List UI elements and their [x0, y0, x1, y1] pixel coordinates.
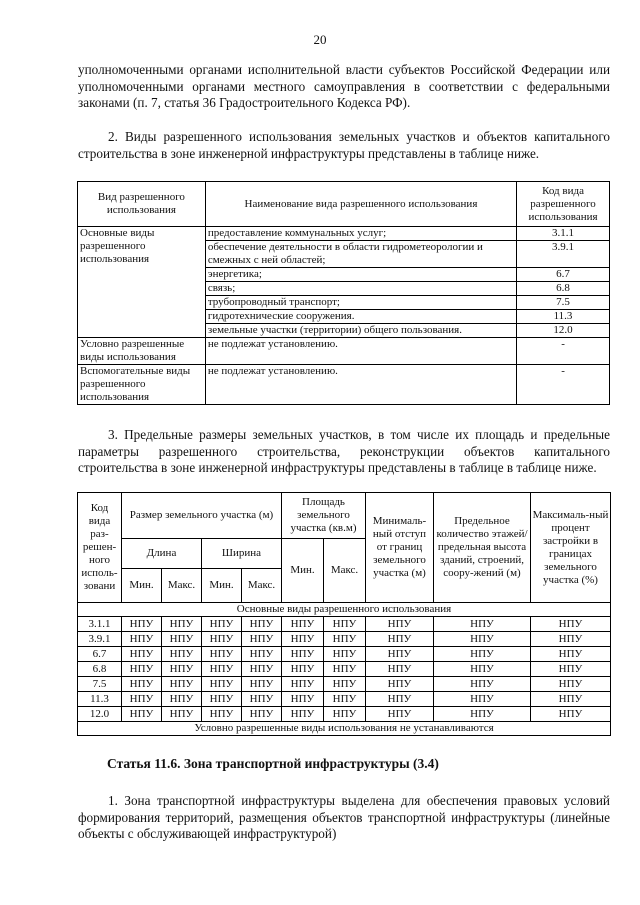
cell: НПУ — [202, 692, 242, 707]
header-width-max: Макс. — [242, 569, 282, 603]
cell: НПУ — [324, 677, 366, 692]
use-name: предоставление коммунальных услуг; — [205, 227, 516, 241]
cell: НПУ — [122, 692, 162, 707]
cell: НПУ — [162, 692, 202, 707]
cell: НПУ — [162, 632, 202, 647]
cell: НПУ — [324, 617, 366, 632]
limit-parameters-table — [77, 492, 611, 736]
cell: НПУ — [122, 707, 162, 722]
cell: НПУ — [366, 707, 434, 722]
cell: НПУ — [324, 692, 366, 707]
table-row — [78, 365, 610, 405]
header-length: Длина — [122, 539, 202, 569]
cell: НПУ — [122, 677, 162, 692]
table-row — [78, 227, 610, 241]
cell: НПУ — [202, 707, 242, 722]
cell: НПУ — [122, 647, 162, 662]
header-width: Ширина — [202, 539, 282, 569]
header-plot-area: Площадь земельного участка (кв.м) — [282, 493, 366, 539]
header-width-min: Мин. — [202, 569, 242, 603]
cell: НПУ — [434, 692, 531, 707]
use-name: не подлежат установлению. — [205, 365, 516, 405]
cell: 7.5 — [78, 677, 122, 692]
cell: НПУ — [242, 617, 282, 632]
table-row — [78, 692, 611, 707]
use-code: - — [517, 338, 610, 365]
cell: НПУ — [162, 617, 202, 632]
cell: 12.0 — [78, 707, 122, 722]
paragraph-3: 3. Предельные размеры земельных участков, в том числе их площадь и предельные параметры разрешенного строительства, реконструкции объектов капитального строительства в зоне инженерной инфраструктуры представлены в таблице в таблице ниже. — [78, 427, 610, 475]
cell: 3.1.1 — [78, 617, 122, 632]
use-name: обеспечение деятельности в области гидрометеорологии и смежных с ней областей; — [205, 241, 516, 268]
cell: 6.8 — [78, 662, 122, 677]
cell: НПУ — [242, 632, 282, 647]
cell: НПУ — [282, 647, 324, 662]
cell: 6.7 — [78, 647, 122, 662]
cell: НПУ — [202, 677, 242, 692]
use-code: 12.0 — [517, 324, 610, 338]
cell: НПУ — [242, 707, 282, 722]
cell: НПУ — [162, 647, 202, 662]
cell: НПУ — [531, 617, 611, 632]
cell: НПУ — [122, 617, 162, 632]
cell: НПУ — [366, 692, 434, 707]
header-use-code: Код вида разрешенного использования — [517, 182, 610, 227]
cell: НПУ — [366, 647, 434, 662]
cell: НПУ — [242, 647, 282, 662]
header-max-coverage: Максималь-ный процент застройки в границах земельного участка (%) — [531, 493, 611, 603]
cell: НПУ — [282, 617, 324, 632]
paragraph-final: 1. Зона транспортной инфраструктуры выделена для обеспечения правовых условий формирования территорий, размещения объектов транспортной инфраструктуры (линейные объекты с обслуживающей инфраструктурой) — [78, 793, 610, 841]
permitted-use-table — [77, 181, 610, 405]
use-code: 6.8 — [517, 282, 610, 296]
use-name: гидротехнические сооружения. — [205, 310, 516, 324]
use-code: 11.3 — [517, 310, 610, 324]
page-number: 20 — [313, 32, 327, 47]
cell: НПУ — [434, 617, 531, 632]
table-row — [78, 632, 611, 647]
header-use-name: Наименование вида разрешенного использования — [205, 182, 516, 227]
header-plot-size: Размер земельного участка (м) — [122, 493, 282, 539]
cell: НПУ — [162, 707, 202, 722]
header-max-floors: Предельное количество этажей/ предельная высота зданий, строений, соору-жений (м) — [434, 493, 531, 603]
cell: НПУ — [202, 647, 242, 662]
paragraph-2: 2. Виды разрешенного использования земельных участков и объектов капитального строительства в зоне инженерной инфраструктуры представлены в таблице ниже. — [78, 129, 610, 161]
cell: НПУ — [122, 662, 162, 677]
table-row — [78, 338, 610, 365]
header-length-max: Макс. — [162, 569, 202, 603]
cell: НПУ — [434, 677, 531, 692]
use-name: связь; — [205, 282, 516, 296]
cell: НПУ — [324, 632, 366, 647]
use-code: 7.5 — [517, 296, 610, 310]
cell: НПУ — [434, 662, 531, 677]
cell: НПУ — [366, 662, 434, 677]
use-code: 3.9.1 — [517, 241, 610, 268]
table-row — [78, 677, 611, 692]
cell: НПУ — [122, 632, 162, 647]
table-header-row — [78, 182, 610, 227]
cell: НПУ — [531, 692, 611, 707]
cell: НПУ — [531, 662, 611, 677]
table-row — [78, 647, 611, 662]
cell: НПУ — [434, 632, 531, 647]
cell: НПУ — [202, 617, 242, 632]
cell: НПУ — [366, 677, 434, 692]
use-code: 3.1.1 — [517, 227, 610, 241]
header-min-setback: Минималь-ный отступ от границ земельного участка (м) — [366, 493, 434, 603]
cell: НПУ — [162, 677, 202, 692]
cell: НПУ — [202, 662, 242, 677]
cell: НПУ — [324, 647, 366, 662]
cell: НПУ — [242, 662, 282, 677]
table-row — [78, 662, 611, 677]
use-name: не подлежат установлению. — [205, 338, 516, 365]
cell: НПУ — [531, 632, 611, 647]
cell: НПУ — [242, 677, 282, 692]
article-heading: Статья 11.6. Зона транспортной инфраструктуры (3.4) — [107, 756, 439, 771]
table-footer-note: Условно разрешенные виды использования не устанавливаются — [78, 722, 611, 736]
header-code: Код вида раз-решен-ного исполь-зовани — [78, 493, 122, 603]
cell: НПУ — [531, 707, 611, 722]
main-uses-label: Основные виды разрешенного использования — [78, 227, 206, 338]
cell: НПУ — [324, 707, 366, 722]
cell: НПУ — [282, 632, 324, 647]
cell: НПУ — [162, 662, 202, 677]
header-area-max: Макс. — [324, 539, 366, 603]
use-code: 6.7 — [517, 268, 610, 282]
auxiliary-uses-label: Вспомогательные виды разрешенного использования — [78, 365, 206, 405]
cell: НПУ — [282, 677, 324, 692]
cell: НПУ — [242, 692, 282, 707]
use-name: энергетика; — [205, 268, 516, 282]
cell: НПУ — [366, 632, 434, 647]
cell: НПУ — [366, 617, 434, 632]
cell: НПУ — [282, 692, 324, 707]
cell: 11.3 — [78, 692, 122, 707]
header-length-min: Мин. — [122, 569, 162, 603]
header-use-type: Вид разрешенного использования — [78, 182, 206, 227]
table-row — [78, 617, 611, 632]
section-main-uses: Основные виды разрешенного использования — [78, 603, 611, 617]
header-area-min: Мин. — [282, 539, 324, 603]
table-row — [78, 707, 611, 722]
cell: НПУ — [282, 662, 324, 677]
intro-paragraph: уполномоченными органами исполнительной власти субъектов Российской Федерации или уполномоченными органами местного самоуправления в соответствии с федеральными законами (п. 7, статья 36 Градостроительного Кодекса РФ). — [78, 62, 610, 110]
cell: НПУ — [282, 707, 324, 722]
cell: 3.9.1 — [78, 632, 122, 647]
cell: НПУ — [202, 632, 242, 647]
cell: НПУ — [434, 707, 531, 722]
cell: НПУ — [531, 647, 611, 662]
conditional-uses-label: Условно разрешенные виды использования — [78, 338, 206, 365]
cell: НПУ — [324, 662, 366, 677]
use-code: - — [517, 365, 610, 405]
cell: НПУ — [434, 647, 531, 662]
use-name: трубопроводный транспорт; — [205, 296, 516, 310]
use-name: земельные участки (территории) общего пользования. — [205, 324, 516, 338]
cell: НПУ — [531, 677, 611, 692]
